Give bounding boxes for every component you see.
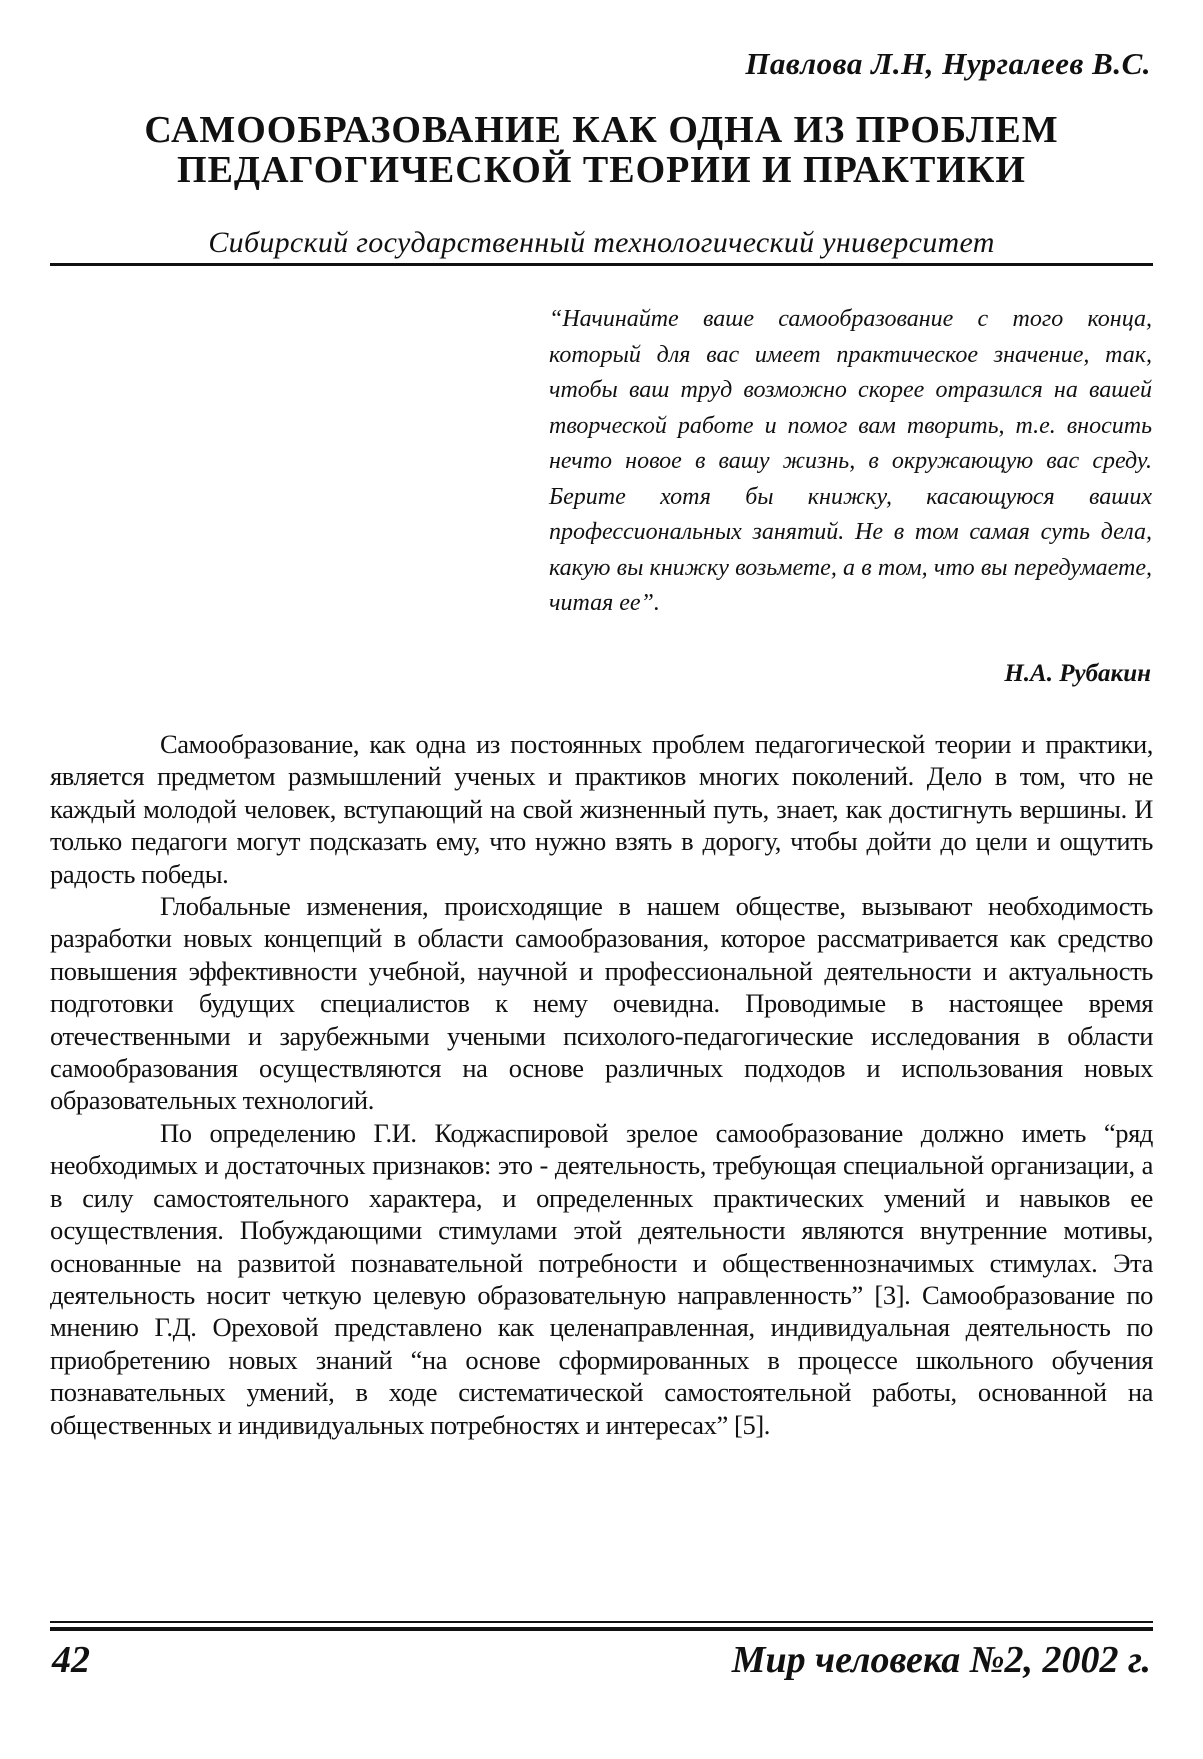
- epigraph-quote: “Начинайте ваше самообразование с того конца, который для вас имеет практическое значение, так, чтобы ваш труд возможно скорее отразился на вашей творческой работе и помог вам творить, т.е. вносить нечто новое в вашу жизнь, в окружающую вас среду. Берите хотя бы книжку, касающуюся ваших профессиональных занятий. Не в том самая суть дела, какую вы книжку возьмете, а в том, что вы передумаете, читая ее”.: [549, 306, 1152, 616]
- page-number: 42: [52, 1639, 90, 1681]
- footer-divider-thin: [50, 1621, 1153, 1623]
- body-paragraph-3: По определению Г.И. Коджаспировой зрелое самообразование должно иметь “ряд необходимых и достаточных признаков: это - деятельность, требующая специальной организации, а в силу самостоятельного характера, и определенных практических умений и навыков ее осуществления. Побуждающими стимулами этой деятельности являются внутренние мотивы, основанные на развитой познавательной потребности и общественнозначимых стимулах. Эта деятельность носит четкую целевую образовательную направленность” [3]. Самообразование по мнению Г.Д. Ореховой представлено как целенаправленная, индивидуальная деятельность по приобретению новых знаний “на основе сформированных в процессе школьного обучения познавательных умений, в ходе систематической самостоятельной работы, основанной на общественных и индивидуальных потребностях и интересах” [5].: [50, 1117, 1153, 1440]
- article-title-line-2: ПЕДАГОГИЧЕСКОЙ ТЕОРИИ И ПРАКТИКИ: [177, 149, 1026, 191]
- journal-issue: Мир человека №2, 2002 г.: [731, 1639, 1151, 1681]
- article-body: [50, 728, 1153, 1441]
- running-header-authors: Павлова Л.Н, Нургалеев В.С.: [745, 46, 1151, 81]
- epigraph-author: Н.А. Рубакин: [1004, 660, 1151, 687]
- body-paragraph-1: Самообразование, как одна из постоянных проблем педагогической теории и практики, является предметом размышлений ученых и практиков многих поколений. Дело в том, что не каждый молодой человек, вступающий на свой жизненный путь, знает, как достигнуть вершины. И только педагоги могут подсказать ему, что нужно взять в дорогу, чтобы дойти до цели и ощутить радость победы.: [50, 729, 1153, 889]
- article-title-line-1: САМООБРАЗОВАНИЕ КАК ОДНА ИЗ ПРОБЛЕМ: [144, 109, 1059, 151]
- author-affiliation: Сибирский государственный технологический университет: [208, 226, 995, 259]
- article-title: [50, 110, 1153, 190]
- body-paragraph-2: Глобальные изменения, происходящие в нашем обществе, вызывают необходимость разработки новых концепций в области самообразования, которое рассматривается как средство повышения эффективности учебной, научной и профессиональной деятельности и актуальность подготовки будущих специалистов к нему очевидна. Проводимые в настоящее время отечественными и зарубежными учеными психолого-педагогические исследования в области самообразования осуществляются на основе различных подходов и использования новых образовательных технологий.: [50, 891, 1153, 1116]
- footer-divider-thick: [50, 1627, 1153, 1631]
- header-divider: [50, 263, 1153, 266]
